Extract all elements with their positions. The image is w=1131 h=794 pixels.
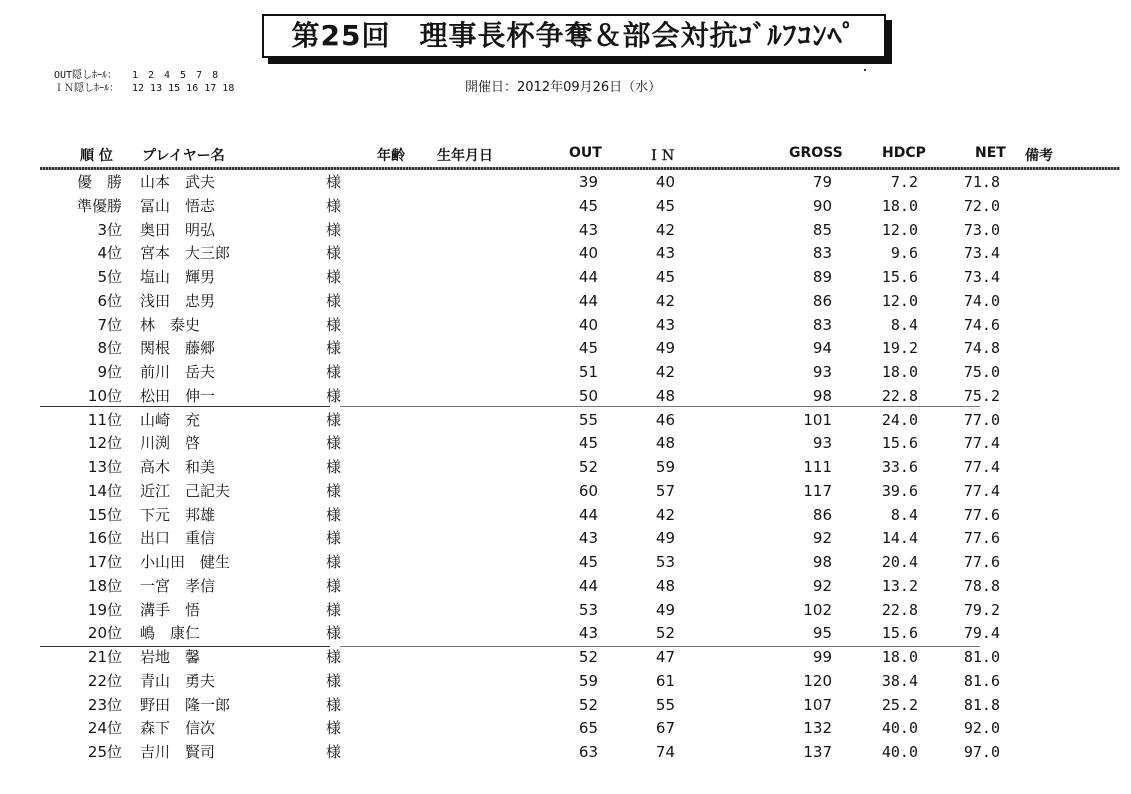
in-score-cell: 52 <box>655 624 675 643</box>
handicap-cell: 9.6 <box>890 244 918 263</box>
gross-score-cell: 132 <box>803 719 832 738</box>
handicap-cell: 18.0 <box>881 363 918 381</box>
net-score-cell: 75.0 <box>963 363 1000 381</box>
header-age: 年齢 <box>377 148 405 164</box>
out-hidden-holes <box>54 69 249 82</box>
in-score-cell: 43 <box>655 244 675 263</box>
handicap-cell: 38.4 <box>881 671 918 690</box>
out-score-cell: 44 <box>578 291 598 310</box>
out-score-cell: 55 <box>578 410 598 429</box>
table-row <box>0 741 1131 764</box>
net-score-cell: 75.2 <box>963 386 1000 405</box>
net-score-cell: 92.0 <box>963 719 1000 738</box>
handicap-cell: 12.0 <box>881 220 918 239</box>
out-score-cell: 63 <box>578 743 598 761</box>
rank-cell: 25位 <box>87 743 122 761</box>
in-score-cell: 48 <box>655 434 675 453</box>
out-score-cell: 44 <box>578 268 598 286</box>
net-score-cell: 78.8 <box>963 576 1000 595</box>
rank-cell: 17位 <box>87 553 122 571</box>
honorific-cell: 様 <box>326 220 342 239</box>
rank-cell: 16位 <box>87 529 122 548</box>
table-row <box>0 409 1131 432</box>
handicap-cell: 22.8 <box>881 600 918 619</box>
in-score-cell: 57 <box>655 481 675 500</box>
gross-score-cell: 92 <box>812 576 832 595</box>
header-remarks: 備考 <box>1025 148 1053 164</box>
table-row <box>0 385 1131 408</box>
handicap-cell: 22.8 <box>881 386 918 405</box>
out-score-cell: 53 <box>578 600 598 619</box>
player-name-cell: 林 泰史 <box>140 315 201 334</box>
in-score-cell: 47 <box>655 648 675 666</box>
player-name-cell: 下元 邦雄 <box>140 505 216 524</box>
net-score-cell: 77.4 <box>963 481 1000 500</box>
net-score-cell: 77.6 <box>963 553 1000 571</box>
gross-score-cell: 94 <box>812 339 832 358</box>
out-score-cell: 40 <box>578 244 598 263</box>
player-name-cell: 小山田 健生 <box>140 553 231 571</box>
header-birthdate: 生年月日 <box>437 148 493 164</box>
gross-score-cell: 93 <box>812 434 832 453</box>
rank-cell: 13位 <box>87 458 122 476</box>
in-hidden-holes-label: ＩＮ隠しﾎｰﾙ： <box>54 83 119 94</box>
scan-speck <box>864 69 866 71</box>
handicap-cell: 13.2 <box>881 576 918 595</box>
gross-score-cell: 92 <box>812 529 832 548</box>
handicap-cell: 25.2 <box>881 695 918 714</box>
table-row <box>0 717 1131 740</box>
table-row <box>0 171 1131 194</box>
handicap-cell: 19.2 <box>881 339 918 358</box>
rank-cell: 優 勝 <box>76 173 122 191</box>
in-score-cell: 40 <box>655 173 675 191</box>
player-name-cell: 嶋 康仁 <box>140 624 201 643</box>
handicap-cell: 40.0 <box>881 743 918 761</box>
table-row <box>0 527 1131 550</box>
in-score-cell: 45 <box>655 196 675 215</box>
rank-cell: 20位 <box>87 624 122 643</box>
header-player: プレイヤー名 <box>142 148 225 164</box>
gross-score-cell: 95 <box>812 624 832 643</box>
out-score-cell: 40 <box>578 315 598 334</box>
table-row <box>0 480 1131 503</box>
out-score-cell: 39 <box>578 173 598 191</box>
rank-cell: 3位 <box>97 220 122 239</box>
out-score-cell: 51 <box>578 363 598 381</box>
honorific-cell: 様 <box>326 410 342 429</box>
handicap-cell: 24.0 <box>881 410 918 429</box>
gross-score-cell: 98 <box>812 553 832 571</box>
in-score-cell: 49 <box>655 529 675 548</box>
honorific-cell: 様 <box>326 743 342 761</box>
player-name-cell: 冨山 悟志 <box>140 196 216 215</box>
table-row <box>0 670 1131 693</box>
rank-cell: 6位 <box>97 291 122 310</box>
gross-score-cell: 107 <box>803 695 832 714</box>
header-in: ＩＮ <box>647 148 675 164</box>
honorific-cell: 様 <box>326 386 342 405</box>
player-name-cell: 山崎 充 <box>140 410 201 429</box>
player-name-cell: 青山 勇夫 <box>140 671 216 690</box>
rank-cell: 11位 <box>87 410 122 429</box>
out-score-cell: 59 <box>578 671 598 690</box>
rank-cell: 7位 <box>97 315 122 334</box>
net-score-cell: 97.0 <box>963 743 1000 761</box>
out-score-cell: 45 <box>578 553 598 571</box>
rank-cell: 準優勝 <box>76 196 122 215</box>
honorific-cell: 様 <box>326 434 342 453</box>
gross-score-cell: 89 <box>812 268 832 286</box>
player-name-cell: 吉川 賢司 <box>140 743 216 761</box>
handicap-cell: 8.4 <box>890 505 918 524</box>
gross-score-cell: 83 <box>812 315 832 334</box>
handicap-cell: 20.4 <box>881 553 918 571</box>
honorific-cell: 様 <box>326 173 342 191</box>
table-row <box>0 551 1131 574</box>
out-score-cell: 60 <box>578 481 598 500</box>
player-name-cell: 松田 伸一 <box>140 386 216 405</box>
player-name-cell: 近江 己記夫 <box>140 481 231 500</box>
handicap-cell: 14.4 <box>881 529 918 548</box>
out-score-cell: 44 <box>578 505 598 524</box>
table-row <box>0 337 1131 360</box>
net-score-cell: 72.0 <box>963 196 1000 215</box>
in-score-cell: 49 <box>655 600 675 619</box>
in-hidden-holes <box>54 82 249 95</box>
table-row <box>0 456 1131 479</box>
table-row <box>0 504 1131 527</box>
player-name-cell: 溝手 悟 <box>140 600 201 619</box>
in-score-cell: 53 <box>655 553 675 571</box>
honorific-cell: 様 <box>326 529 342 548</box>
table-row <box>0 646 1131 669</box>
honorific-cell: 様 <box>326 671 342 690</box>
out-score-cell: 43 <box>578 529 598 548</box>
honorific-cell: 様 <box>326 458 342 476</box>
in-score-cell: 48 <box>655 386 675 405</box>
gross-score-cell: 79 <box>812 173 832 191</box>
rank-cell: 22位 <box>87 671 122 690</box>
rank-cell: 8位 <box>97 339 122 358</box>
gross-score-cell: 99 <box>812 648 832 666</box>
table-row <box>0 599 1131 622</box>
gross-score-cell: 102 <box>803 600 832 619</box>
player-name-cell: 高木 和美 <box>140 458 216 476</box>
rank-cell: 10位 <box>87 386 122 405</box>
table-row <box>0 242 1131 265</box>
header-out: OUT <box>569 145 602 161</box>
in-hidden-holes-values: 12 13 15 16 17 18 <box>132 83 235 94</box>
net-score-cell: 77.0 <box>963 410 1000 429</box>
net-score-cell: 81.0 <box>963 648 1000 666</box>
handicap-cell: 18.0 <box>881 196 918 215</box>
player-name-cell: 浅田 忠男 <box>140 291 216 310</box>
honorific-cell: 様 <box>326 291 342 310</box>
net-score-cell: 71.8 <box>963 173 1000 191</box>
out-score-cell: 44 <box>578 576 598 595</box>
event-date: 開催日：2012年09月26日（水） <box>465 80 662 95</box>
rank-cell: 4位 <box>97 244 122 263</box>
out-score-cell: 45 <box>578 196 598 215</box>
net-score-cell: 74.8 <box>963 339 1000 358</box>
out-score-cell: 45 <box>578 434 598 453</box>
handicap-cell: 18.0 <box>881 648 918 666</box>
rank-cell: 18位 <box>87 576 122 595</box>
honorific-cell: 様 <box>326 719 342 738</box>
honorific-cell: 様 <box>326 268 342 286</box>
gross-score-cell: 90 <box>812 196 832 215</box>
in-score-cell: 55 <box>655 695 675 714</box>
handicap-cell: 12.0 <box>881 291 918 310</box>
in-score-cell: 46 <box>655 410 675 429</box>
net-score-cell: 74.0 <box>963 291 1000 310</box>
header-gross: GROSS <box>789 145 843 161</box>
out-score-cell: 52 <box>578 458 598 476</box>
net-score-cell: 73.0 <box>963 220 1000 239</box>
net-score-cell: 77.4 <box>963 434 1000 453</box>
player-name-cell: 奥田 明弘 <box>140 220 216 239</box>
net-score-cell: 77.4 <box>963 458 1000 476</box>
net-score-cell: 79.4 <box>963 624 1000 643</box>
honorific-cell: 様 <box>326 196 342 215</box>
gross-score-cell: 93 <box>812 363 832 381</box>
rank-cell: 24位 <box>87 719 122 738</box>
table-row <box>0 219 1131 242</box>
honorific-cell: 様 <box>326 505 342 524</box>
honorific-cell: 様 <box>326 315 342 334</box>
in-score-cell: 48 <box>655 576 675 595</box>
gross-score-cell: 83 <box>812 244 832 263</box>
rank-cell: 23位 <box>87 695 122 714</box>
document-title: 第25回 理事長杯争奪＆部会対抗ｺﾞﾙﾌｺﾝﾍﾟ <box>262 14 886 58</box>
player-name-cell: 山本 武夫 <box>140 173 216 191</box>
in-score-cell: 42 <box>655 291 675 310</box>
gross-score-cell: 101 <box>803 410 832 429</box>
honorific-cell: 様 <box>326 339 342 358</box>
handicap-cell: 40.0 <box>881 719 918 738</box>
player-name-cell: 岩地 馨 <box>140 648 201 666</box>
net-score-cell: 81.8 <box>963 695 1000 714</box>
net-score-cell: 81.6 <box>963 671 1000 690</box>
player-name-cell: 前川 岳夫 <box>140 363 216 381</box>
in-score-cell: 43 <box>655 315 675 334</box>
honorific-cell: 様 <box>326 624 342 643</box>
gross-score-cell: 120 <box>803 671 832 690</box>
in-score-cell: 42 <box>655 505 675 524</box>
in-score-cell: 45 <box>655 268 675 286</box>
handicap-cell: 8.4 <box>890 315 918 334</box>
table-row <box>0 314 1131 337</box>
in-score-cell: 42 <box>655 220 675 239</box>
player-name-cell: 宮本 大三郎 <box>140 244 231 263</box>
handicap-cell: 15.6 <box>881 268 918 286</box>
player-name-cell: 関根 藤郷 <box>140 339 216 358</box>
net-score-cell: 79.2 <box>963 600 1000 619</box>
handicap-cell: 33.6 <box>881 458 918 476</box>
header-net: NET <box>975 145 1006 161</box>
header-rank: 順 位 <box>80 148 113 164</box>
rank-cell: 21位 <box>87 648 122 666</box>
header-divider <box>40 167 1120 170</box>
gross-score-cell: 137 <box>803 743 832 761</box>
player-name-cell: 出口 重信 <box>140 529 216 548</box>
gross-score-cell: 117 <box>803 481 832 500</box>
out-score-cell: 43 <box>578 624 598 643</box>
honorific-cell: 様 <box>326 576 342 595</box>
table-row <box>0 694 1131 717</box>
gross-score-cell: 86 <box>812 505 832 524</box>
player-name-cell: 一宮 孝信 <box>140 576 216 595</box>
gross-score-cell: 98 <box>812 386 832 405</box>
rank-cell: 14位 <box>87 481 122 500</box>
out-score-cell: 65 <box>578 719 598 738</box>
player-name-cell: 川渕 啓 <box>140 434 201 453</box>
in-score-cell: 74 <box>655 743 675 761</box>
net-score-cell: 77.6 <box>963 529 1000 548</box>
honorific-cell: 様 <box>326 363 342 381</box>
honorific-cell: 様 <box>326 553 342 571</box>
out-score-cell: 50 <box>578 386 598 405</box>
rank-cell: 5位 <box>97 268 122 286</box>
out-hidden-holes-label: OUT隠しﾎｰﾙ： <box>54 70 118 81</box>
gross-score-cell: 111 <box>803 458 832 476</box>
honorific-cell: 様 <box>326 244 342 263</box>
handicap-cell: 15.6 <box>881 434 918 453</box>
out-score-cell: 45 <box>578 339 598 358</box>
honorific-cell: 様 <box>326 600 342 619</box>
handicap-cell: 15.6 <box>881 624 918 643</box>
gross-score-cell: 86 <box>812 291 832 310</box>
net-score-cell: 74.6 <box>963 315 1000 334</box>
net-score-cell: 73.4 <box>963 244 1000 263</box>
rank-cell: 19位 <box>87 600 122 619</box>
honorific-cell: 様 <box>326 695 342 714</box>
in-score-cell: 49 <box>655 339 675 358</box>
table-row <box>0 432 1131 455</box>
rank-cell: 9位 <box>97 363 122 381</box>
out-score-cell: 43 <box>578 220 598 239</box>
table-row <box>0 575 1131 598</box>
honorific-cell: 様 <box>326 648 342 666</box>
in-score-cell: 59 <box>655 458 675 476</box>
in-score-cell: 42 <box>655 363 675 381</box>
player-name-cell: 塩山 輝男 <box>140 268 216 286</box>
out-hidden-holes-values: 1 2 4 5 7 8 <box>132 70 219 81</box>
player-name-cell: 森下 信次 <box>140 719 216 738</box>
table-row <box>0 195 1131 218</box>
in-score-cell: 61 <box>655 671 675 690</box>
player-name-cell: 野田 隆一郎 <box>140 695 231 714</box>
hidden-holes-info <box>54 69 249 95</box>
handicap-cell: 7.2 <box>890 173 918 191</box>
title-frame <box>262 14 894 66</box>
table-row <box>0 290 1131 313</box>
rank-cell: 15位 <box>87 505 122 524</box>
in-score-cell: 67 <box>655 719 675 738</box>
gross-score-cell: 85 <box>812 220 832 239</box>
honorific-cell: 様 <box>326 481 342 500</box>
header-hdcp: HDCP <box>882 145 926 161</box>
table-row <box>0 622 1131 645</box>
out-score-cell: 52 <box>578 695 598 714</box>
table-row <box>0 266 1131 289</box>
net-score-cell: 77.6 <box>963 505 1000 524</box>
net-score-cell: 73.4 <box>963 268 1000 286</box>
table-row <box>0 361 1131 384</box>
handicap-cell: 39.6 <box>881 481 918 500</box>
rank-cell: 12位 <box>87 434 122 453</box>
out-score-cell: 52 <box>578 648 598 666</box>
